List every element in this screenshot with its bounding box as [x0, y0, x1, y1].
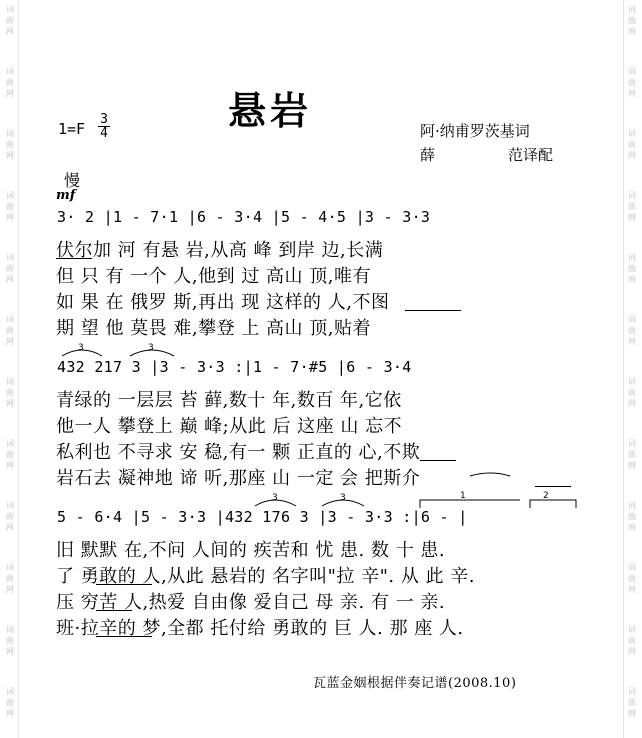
- side-watermark: 词 曲 网: [628, 377, 636, 408]
- volta-bracket-2: [530, 500, 576, 508]
- side-watermark: 词 曲 网: [6, 501, 14, 532]
- song-title: 悬岩: [228, 88, 313, 133]
- key-signature: 1=F: [58, 120, 86, 138]
- side-watermark: 词 曲 网: [6, 563, 14, 594]
- triplet-number: 3: [340, 493, 346, 503]
- dynamic-marking: mf: [56, 188, 76, 203]
- side-watermark: 词 曲 网: [6, 315, 14, 346]
- lyricist-credit: 阿·纳甫罗茨基词: [420, 122, 530, 140]
- side-watermark: 词 曲 网: [6, 439, 14, 470]
- lyric-1-4: 期 望 他 莫畏 难,攀登 上 高山 顶,贴着: [56, 318, 371, 339]
- lyric-2-1: 青绿的 一层层 苔 藓,数十 年,数百 年,它依: [56, 390, 402, 411]
- side-watermark: 词 曲 网: [628, 563, 636, 594]
- side-watermark: 词 曲 网: [628, 67, 636, 98]
- triplet-number: 3: [272, 493, 278, 503]
- lyric-1-3: 如 果 在 俄罗 斯,再出 现 这样的 人,不图: [56, 292, 390, 313]
- lyric-2-2: 他一人 攀登上 巅 峰;从此 后 这座 山 忘不: [56, 416, 403, 437]
- notation-line-3: 5 - 6·4 |5 - 3·3 |432 176 3 |3 - 3·3 :|6 - |: [57, 508, 468, 526]
- side-watermark: 词 曲 网: [6, 253, 14, 284]
- side-watermark: 词 曲 网: [628, 5, 636, 36]
- triplet-number: 3: [78, 343, 84, 353]
- volta-number-1: 1: [460, 491, 466, 501]
- lyric-2-3: 私利也 不寻求 安 稳,有一 颗 正直的 心,不欺: [56, 442, 421, 463]
- side-watermark: 词 曲 网: [6, 377, 14, 408]
- time-signature-bottom: 4: [98, 126, 110, 140]
- tempo-marking: 慢: [64, 171, 81, 190]
- volta-bracket-1: [420, 500, 520, 508]
- lyric-3-3: 压 穷苦 人,热爱 自由像 爱自己 母 亲. 有 一 亲.: [56, 592, 446, 613]
- translator-name: 薛: [420, 146, 436, 164]
- side-watermark: 词 曲 网: [6, 67, 14, 98]
- side-watermark: 词 曲 网: [6, 687, 14, 718]
- side-watermark: 词 曲 网: [628, 501, 636, 532]
- transcription-note: 瓦蓝金姻根据伴奏记谱(2008.10): [313, 676, 517, 691]
- notation-line-2: 432 217 3 |3 - 3·3 :|1 - 7·#5 |6 - 3·4: [57, 358, 412, 376]
- notation-line-1: 3· 2 |1 - 7·1 |6 - 3·4 |5 - 4·5 |3 - 3·3: [57, 208, 431, 226]
- side-watermark: 词 曲 网: [628, 625, 636, 656]
- time-signature-top: 3: [100, 112, 108, 127]
- side-watermark: 词 曲 网: [628, 439, 636, 470]
- side-watermark: 词 曲 网: [628, 315, 636, 346]
- volta-number-2: 2: [543, 491, 549, 501]
- side-watermark: 词 曲 网: [628, 191, 636, 222]
- side-watermark: 词 曲 网: [628, 687, 636, 718]
- side-watermark: 词 曲 网: [6, 191, 14, 222]
- side-watermark: 词 曲 网: [6, 129, 14, 160]
- translator-credit: 范译配: [508, 146, 554, 164]
- lyric-3-4: 班·拉辛的 梦,全都 托付给 勇敢的 巨 人. 那 座 人.: [56, 618, 464, 639]
- lyric-1-2: 但 只 有 一个 人,他到 过 高山 顶,唯有: [56, 266, 371, 287]
- lyric-3-1: 旧 默默 在,不问 人间的 疾苦和 忧 患. 数 十 患.: [56, 540, 446, 561]
- side-watermark: 词 曲 网: [628, 253, 636, 284]
- side-watermark: 词 曲 网: [628, 129, 636, 160]
- lyric-2-4: 岩石去 凝神地 谛 听,那座 山 一定 会 把斯介: [56, 468, 421, 489]
- side-watermark: 词 曲 网: [6, 5, 14, 36]
- tie-slur: [470, 473, 510, 476]
- lyric-3-2: 了 勇敢的 人,从此 悬岩的 名字叫"拉 辛". 从 此 辛.: [56, 566, 475, 587]
- lyric-1-1: 伏尔加 河 有悬 岩,从高 峰 到岸 边,长满: [56, 240, 384, 261]
- triplet-number: 3: [148, 343, 154, 353]
- side-watermark: 词 曲 网: [6, 625, 14, 656]
